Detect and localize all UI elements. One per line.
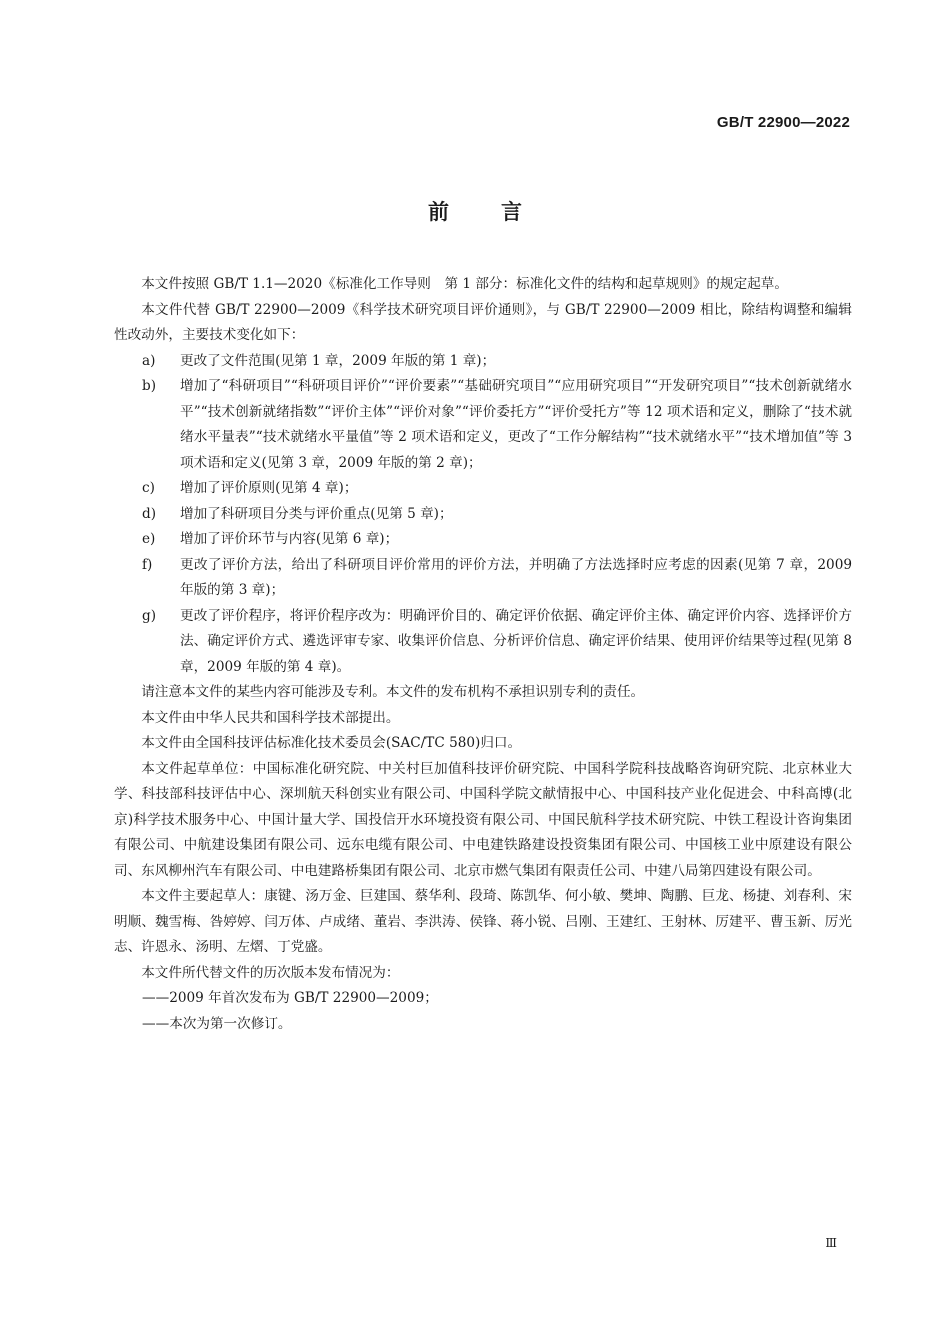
item-text: 更改了评价程序，将评价程序改为：明确评价目的、确定评价依据、确定评价主体、确定评价内容、选择评价方法、确定评价方式、遴选评审专家、收集评价信息、分析评价信息、确定评价结果、使用评价结果等过程(见第 8 章，2009 年版的第 4 章)。 [180,607,852,675]
change-item-b [142,374,852,476]
item-marker: a) [142,352,156,369]
item-marker: c) [142,480,155,496]
drafting-units: 本文件起草单位：中国标准化研究院、中关村巨加值科技评价研究院、中国科学院科技战略咨询研究院、北京林业大学、科技部科技评估中心、深圳航天科创实业有限公司、中国科学院文献情报中心、中国科技产业化促进会、中科高博(北京)科学技术服务中心、中国计量大学、国投信开水环境投资有限公司、中国民航科学技术研究院、中铁工程设计咨询集团有限公司、中航建设集团有限公司、远东电缆有限公司、中电建铁路建设投资集团有限公司、中国核工业中原建设有限公司、东风柳州汽车有限公司、中电建路桥集团有限公司、北京市燃气集团有限责任公司、中建八局第四建设有限公司。 [114,760,852,879]
change-item-f [142,553,852,604]
item-text: 增加了评价原则(见第 4 章)； [180,480,358,496]
item-marker: e) [142,531,156,547]
proposer-statement: 本文件由中华人民共和国科学技术部提出。 [141,709,400,726]
change-item-e [142,527,852,553]
item-text: 更改了文件范围(见第 1 章，2009 年版的第 1 章)； [180,352,496,369]
history-item: ——本次为第一次修订。 [142,1015,292,1032]
change-item-d [142,502,852,528]
patent-notice: 请注意本文件的某些内容可能涉及专利。本文件的发布机构不承担识别专利的责任。 [141,684,645,700]
history-intro: 本文件所代替文件的历次版本发布情况为： [141,964,400,981]
page-title [0,196,950,226]
title-char-1: 前 [428,200,449,224]
item-text: 增加了评价环节与内容(见第 6 章)； [180,531,399,547]
history-item: ——2009 年首次发布为 GB/T 22900—2009； [142,990,438,1006]
committee-statement: 本文件由全国科技评估标准化技术委员会(SAC/TC 580)归口。 [141,735,522,751]
item-marker: g) [142,607,157,624]
item-marker: d) [142,505,157,522]
item-text: 增加了科研项目分类与评价重点(见第 5 章)； [180,505,453,522]
item-marker: b) [142,378,157,394]
main-drafters: 本文件主要起草人：康键、汤万金、巨建国、蔡华利、段琦、陈凯华、何小敏、樊坤、陶鹏、巨龙、杨捷、刘春利、宋明顺、魏雪梅、咎婷婷、闫万体、卢成绪、董岩、李洪涛、侯锋、蒋小锐、吕刚、王建红、王射林、厉建平、曹玉新、厉光志、许恩永、汤明、左熠、丁党盛。 [114,888,852,955]
change-item-a [142,349,852,375]
page-number: Ⅲ [825,1236,837,1250]
item-marker: f) [142,556,153,573]
item-text: 更改了评价方法，给出了科研项目评价常用的评价方法，并明确了方法选择时应考虑的因素(见第 7 章，2009 年版的第 3 章)； [180,556,852,598]
change-item-g [142,604,852,681]
item-text: 增加了“科研项目”“科研项目评价”“评价要素”“基础研究项目”“应用研究项目”“开发研究项目”“技术创新就绪水平”“技术创新就绪指数”“评价主体”“评价对象”“评价委托方”“评价受托方”等 12 项术语和定义，删除了“技术就绪水平量表”“技术就绪水平量值”等 2 项术语和定义，更改了“工作分解结构”“技术就绪水平”“技术增加值”等 3 项术语和定义(见第 3 章，2009 年版的第 2 章)； [180,378,852,471]
foreword-body [114,272,852,1037]
paragraph-replacement: 本文件代替 GB/T 22900—2009《科学技术研究项目评价通则》，与 GB/T 22900—2009 相比，除结构调整和编辑性改动外，主要技术变化如下： [114,301,852,343]
change-item-c [142,476,852,502]
paragraph-drafting-rules: 本文件按照 GB/T 1.1—2020《标准化工作导则 第 1 部分：标准化文件的结构和起草规则》的规定起草。 [141,276,788,292]
title-char-2: 言 [501,200,522,224]
standard-number: GB/T 22900—2022 [716,114,850,131]
